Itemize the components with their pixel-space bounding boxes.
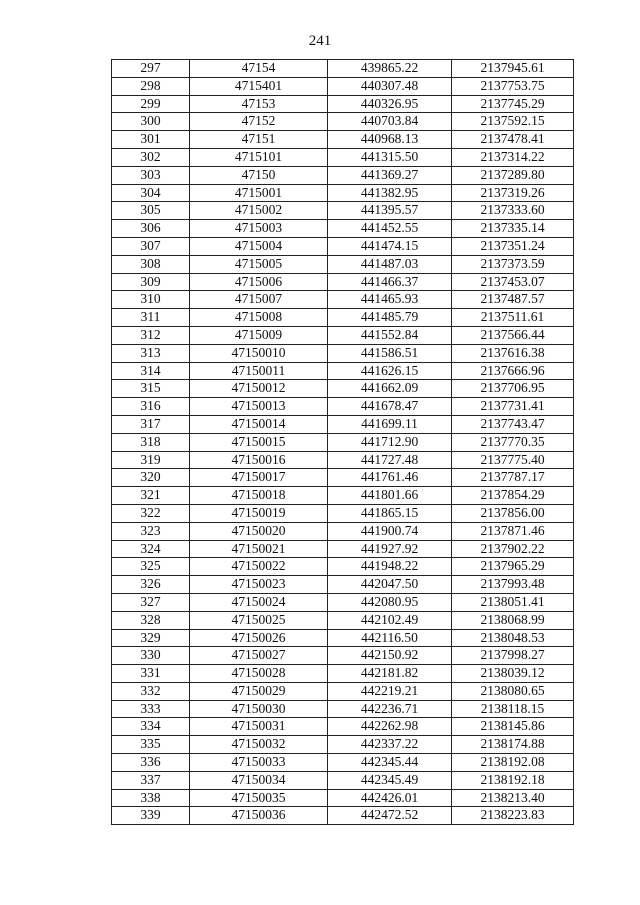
table-row <box>112 380 574 398</box>
y-coordinate-cell: 2137965.29 <box>452 558 574 576</box>
point-id-cell: 4715006 <box>190 273 328 291</box>
x-coordinate-cell: 440326.95 <box>328 95 452 113</box>
y-coordinate-cell: 2137775.40 <box>452 451 574 469</box>
row-number-cell: 332 <box>112 682 190 700</box>
x-coordinate-cell: 441452.55 <box>328 220 452 238</box>
x-coordinate-cell: 442150.92 <box>328 647 452 665</box>
row-number-cell: 322 <box>112 504 190 522</box>
point-id-cell: 47150010 <box>190 344 328 362</box>
table-row <box>112 682 574 700</box>
row-number-cell: 339 <box>112 807 190 825</box>
x-coordinate-cell: 441712.90 <box>328 433 452 451</box>
row-number-cell: 318 <box>112 433 190 451</box>
x-coordinate-cell: 441761.46 <box>328 469 452 487</box>
row-number-cell: 328 <box>112 611 190 629</box>
table-row <box>112 60 574 78</box>
y-coordinate-cell: 2137743.47 <box>452 415 574 433</box>
y-coordinate-cell: 2137787.17 <box>452 469 574 487</box>
page-number: 241 <box>308 33 332 49</box>
table-row <box>112 148 574 166</box>
y-coordinate-cell: 2138192.18 <box>452 771 574 789</box>
table-row <box>112 344 574 362</box>
row-number-cell: 300 <box>112 113 190 131</box>
row-number-cell: 329 <box>112 629 190 647</box>
table-row <box>112 202 574 220</box>
y-coordinate-cell: 2137478.41 <box>452 131 574 149</box>
y-coordinate-cell: 2137731.41 <box>452 398 574 416</box>
table-row <box>112 487 574 505</box>
point-id-cell: 47150032 <box>190 736 328 754</box>
y-coordinate-cell: 2138039.12 <box>452 665 574 683</box>
table-row <box>112 665 574 683</box>
y-coordinate-cell: 2138145.86 <box>452 718 574 736</box>
x-coordinate-cell: 441678.47 <box>328 398 452 416</box>
y-coordinate-cell: 2137333.60 <box>452 202 574 220</box>
row-number-cell: 301 <box>112 131 190 149</box>
table-row <box>112 433 574 451</box>
x-coordinate-cell: 441466.37 <box>328 273 452 291</box>
x-coordinate-cell: 441369.27 <box>328 166 452 184</box>
y-coordinate-cell: 2138080.65 <box>452 682 574 700</box>
x-coordinate-cell: 441315.50 <box>328 148 452 166</box>
table-row <box>112 95 574 113</box>
x-coordinate-cell: 442472.52 <box>328 807 452 825</box>
table-row <box>112 291 574 309</box>
x-coordinate-cell: 442262.98 <box>328 718 452 736</box>
y-coordinate-cell: 2137319.26 <box>452 184 574 202</box>
y-coordinate-cell: 2137945.61 <box>452 60 574 78</box>
point-id-cell: 47150025 <box>190 611 328 629</box>
y-coordinate-cell: 2137616.38 <box>452 344 574 362</box>
point-id-cell: 47150033 <box>190 754 328 772</box>
x-coordinate-cell: 442219.21 <box>328 682 452 700</box>
x-coordinate-cell: 442102.49 <box>328 611 452 629</box>
y-coordinate-cell: 2137745.29 <box>452 95 574 113</box>
row-number-cell: 305 <box>112 202 190 220</box>
x-coordinate-cell: 441586.51 <box>328 344 452 362</box>
table-row <box>112 611 574 629</box>
table-row <box>112 220 574 238</box>
x-coordinate-cell: 441485.79 <box>328 309 452 327</box>
table-row <box>112 113 574 131</box>
y-coordinate-cell: 2137856.00 <box>452 504 574 522</box>
y-coordinate-cell: 2137487.57 <box>452 291 574 309</box>
row-number-cell: 324 <box>112 540 190 558</box>
point-id-cell: 47152 <box>190 113 328 131</box>
table-row <box>112 326 574 344</box>
point-id-cell: 47150035 <box>190 789 328 807</box>
y-coordinate-cell: 2137592.15 <box>452 113 574 131</box>
y-coordinate-cell: 2137871.46 <box>452 522 574 540</box>
point-id-cell: 4715007 <box>190 291 328 309</box>
y-coordinate-cell: 2138051.41 <box>452 593 574 611</box>
row-number-cell: 307 <box>112 237 190 255</box>
point-id-cell: 47150028 <box>190 665 328 683</box>
table-row <box>112 469 574 487</box>
row-number-cell: 330 <box>112 647 190 665</box>
row-number-cell: 335 <box>112 736 190 754</box>
row-number-cell: 298 <box>112 77 190 95</box>
row-number-cell: 338 <box>112 789 190 807</box>
point-id-cell: 47150022 <box>190 558 328 576</box>
x-coordinate-cell: 442345.44 <box>328 754 452 772</box>
y-coordinate-cell: 2137566.44 <box>452 326 574 344</box>
y-coordinate-cell: 2138223.83 <box>452 807 574 825</box>
x-coordinate-cell: 441662.09 <box>328 380 452 398</box>
point-id-cell: 47151 <box>190 131 328 149</box>
y-coordinate-cell: 2138174.88 <box>452 736 574 754</box>
row-number-cell: 311 <box>112 309 190 327</box>
y-coordinate-cell: 2137351.24 <box>452 237 574 255</box>
x-coordinate-cell: 441487.03 <box>328 255 452 273</box>
x-coordinate-cell: 439865.22 <box>328 60 452 78</box>
point-id-cell: 4715005 <box>190 255 328 273</box>
y-coordinate-cell: 2138068.99 <box>452 611 574 629</box>
row-number-cell: 323 <box>112 522 190 540</box>
point-id-cell: 47150012 <box>190 380 328 398</box>
table-row <box>112 576 574 594</box>
row-number-cell: 313 <box>112 344 190 362</box>
table-row <box>112 771 574 789</box>
point-id-cell: 47150030 <box>190 700 328 718</box>
y-coordinate-cell: 2137770.35 <box>452 433 574 451</box>
x-coordinate-cell: 441927.92 <box>328 540 452 558</box>
row-number-cell: 309 <box>112 273 190 291</box>
point-id-cell: 4715401 <box>190 77 328 95</box>
point-id-cell: 47150011 <box>190 362 328 380</box>
y-coordinate-cell: 2137998.27 <box>452 647 574 665</box>
table-row <box>112 718 574 736</box>
y-coordinate-cell: 2138192.08 <box>452 754 574 772</box>
x-coordinate-cell: 442426.01 <box>328 789 452 807</box>
row-number-cell: 331 <box>112 665 190 683</box>
point-id-cell: 4715009 <box>190 326 328 344</box>
x-coordinate-cell: 441465.93 <box>328 291 452 309</box>
y-coordinate-cell: 2137753.75 <box>452 77 574 95</box>
x-coordinate-cell: 442345.49 <box>328 771 452 789</box>
y-coordinate-cell: 2137453.07 <box>452 273 574 291</box>
point-id-cell: 4715008 <box>190 309 328 327</box>
x-coordinate-cell: 440307.48 <box>328 77 452 95</box>
table-row <box>112 754 574 772</box>
row-number-cell: 337 <box>112 771 190 789</box>
point-id-cell: 47150014 <box>190 415 328 433</box>
point-id-cell: 47150027 <box>190 647 328 665</box>
row-number-cell: 308 <box>112 255 190 273</box>
x-coordinate-cell: 441552.84 <box>328 326 452 344</box>
row-number-cell: 310 <box>112 291 190 309</box>
row-number-cell: 334 <box>112 718 190 736</box>
point-id-cell: 4715003 <box>190 220 328 238</box>
y-coordinate-cell: 2138118.15 <box>452 700 574 718</box>
point-id-cell: 47150034 <box>190 771 328 789</box>
point-id-cell: 47150017 <box>190 469 328 487</box>
y-coordinate-cell: 2138048.53 <box>452 629 574 647</box>
x-coordinate-cell: 441727.48 <box>328 451 452 469</box>
table-row <box>112 362 574 380</box>
y-coordinate-cell: 2137854.29 <box>452 487 574 505</box>
table-row <box>112 131 574 149</box>
point-id-cell: 47150 <box>190 166 328 184</box>
row-number-cell: 303 <box>112 166 190 184</box>
row-number-cell: 304 <box>112 184 190 202</box>
row-number-cell: 315 <box>112 380 190 398</box>
x-coordinate-cell: 442047.50 <box>328 576 452 594</box>
x-coordinate-cell: 442337.22 <box>328 736 452 754</box>
point-id-cell: 47150031 <box>190 718 328 736</box>
table-row <box>112 273 574 291</box>
row-number-cell: 333 <box>112 700 190 718</box>
y-coordinate-cell: 2137902.22 <box>452 540 574 558</box>
row-number-cell: 317 <box>112 415 190 433</box>
x-coordinate-cell: 442116.50 <box>328 629 452 647</box>
row-number-cell: 312 <box>112 326 190 344</box>
x-coordinate-cell: 442236.71 <box>328 700 452 718</box>
y-coordinate-cell: 2137335.14 <box>452 220 574 238</box>
point-id-cell: 4715101 <box>190 148 328 166</box>
row-number-cell: 314 <box>112 362 190 380</box>
y-coordinate-cell: 2137289.80 <box>452 166 574 184</box>
row-number-cell: 299 <box>112 95 190 113</box>
y-coordinate-cell: 2137511.61 <box>452 309 574 327</box>
point-id-cell: 47150016 <box>190 451 328 469</box>
table-row <box>112 789 574 807</box>
x-coordinate-cell: 440968.13 <box>328 131 452 149</box>
y-coordinate-cell: 2137706.95 <box>452 380 574 398</box>
y-coordinate-cell: 2138213.40 <box>452 789 574 807</box>
point-id-cell: 47150019 <box>190 504 328 522</box>
x-coordinate-cell: 441699.11 <box>328 415 452 433</box>
point-id-cell: 47150021 <box>190 540 328 558</box>
x-coordinate-cell: 441865.15 <box>328 504 452 522</box>
point-id-cell: 47150029 <box>190 682 328 700</box>
x-coordinate-cell: 442080.95 <box>328 593 452 611</box>
point-id-cell: 47150013 <box>190 398 328 416</box>
table-row <box>112 398 574 416</box>
table-row <box>112 647 574 665</box>
x-coordinate-cell: 441474.15 <box>328 237 452 255</box>
row-number-cell: 297 <box>112 60 190 78</box>
table-row <box>112 184 574 202</box>
row-number-cell: 320 <box>112 469 190 487</box>
x-coordinate-cell: 441948.22 <box>328 558 452 576</box>
point-id-cell: 4715001 <box>190 184 328 202</box>
table-row <box>112 237 574 255</box>
x-coordinate-cell: 440703.84 <box>328 113 452 131</box>
x-coordinate-cell: 441395.57 <box>328 202 452 220</box>
table-row <box>112 166 574 184</box>
y-coordinate-cell: 2137666.96 <box>452 362 574 380</box>
row-number-cell: 327 <box>112 593 190 611</box>
row-number-cell: 325 <box>112 558 190 576</box>
point-id-cell: 47154 <box>190 60 328 78</box>
table-body <box>112 60 574 825</box>
x-coordinate-cell: 441382.95 <box>328 184 452 202</box>
point-id-cell: 4715002 <box>190 202 328 220</box>
table-row <box>112 309 574 327</box>
table-row <box>112 629 574 647</box>
point-id-cell: 47150018 <box>190 487 328 505</box>
coordinates-table <box>111 59 574 825</box>
point-id-cell: 47150024 <box>190 593 328 611</box>
point-id-cell: 47153 <box>190 95 328 113</box>
row-number-cell: 321 <box>112 487 190 505</box>
point-id-cell: 4715004 <box>190 237 328 255</box>
row-number-cell: 316 <box>112 398 190 416</box>
table-row <box>112 736 574 754</box>
table-row <box>112 504 574 522</box>
table-row <box>112 558 574 576</box>
y-coordinate-cell: 2137314.22 <box>452 148 574 166</box>
table-row <box>112 700 574 718</box>
row-number-cell: 326 <box>112 576 190 594</box>
point-id-cell: 47150020 <box>190 522 328 540</box>
table-row <box>112 415 574 433</box>
table-row <box>112 522 574 540</box>
table-row <box>112 807 574 825</box>
table-row <box>112 451 574 469</box>
point-id-cell: 47150026 <box>190 629 328 647</box>
x-coordinate-cell: 441626.15 <box>328 362 452 380</box>
point-id-cell: 47150015 <box>190 433 328 451</box>
table-row <box>112 77 574 95</box>
point-id-cell: 47150023 <box>190 576 328 594</box>
x-coordinate-cell: 442181.82 <box>328 665 452 683</box>
x-coordinate-cell: 441801.66 <box>328 487 452 505</box>
table-row <box>112 255 574 273</box>
row-number-cell: 302 <box>112 148 190 166</box>
y-coordinate-cell: 2137373.59 <box>452 255 574 273</box>
table-row <box>112 540 574 558</box>
y-coordinate-cell: 2137993.48 <box>452 576 574 594</box>
x-coordinate-cell: 441900.74 <box>328 522 452 540</box>
row-number-cell: 306 <box>112 220 190 238</box>
row-number-cell: 336 <box>112 754 190 772</box>
point-id-cell: 47150036 <box>190 807 328 825</box>
table-row <box>112 593 574 611</box>
row-number-cell: 319 <box>112 451 190 469</box>
